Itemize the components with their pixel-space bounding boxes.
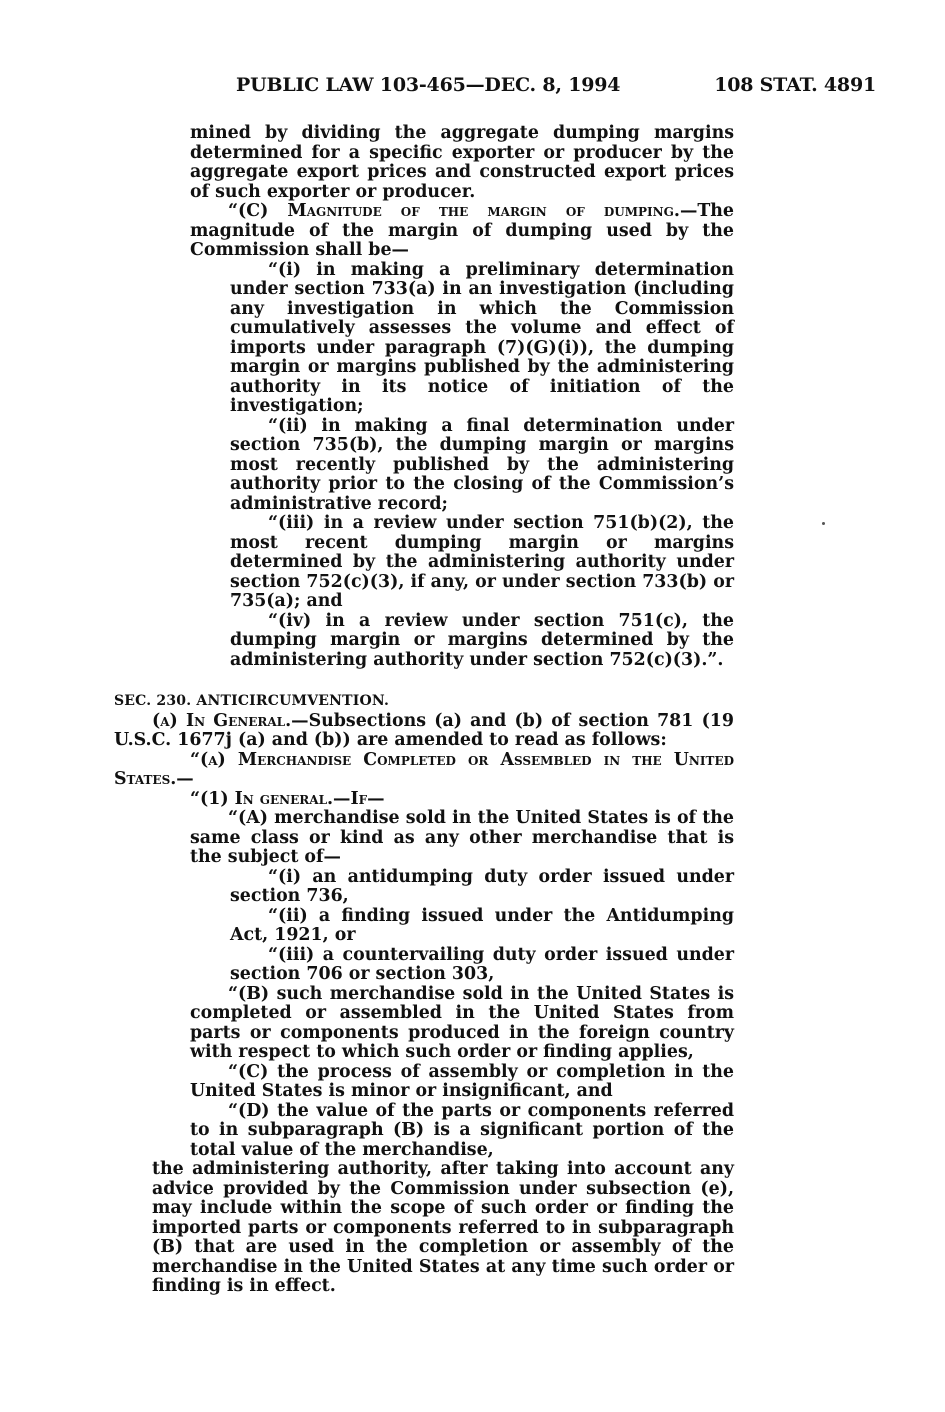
subparagraph-a: “(A) merchandise sold in the United States is of the same class or kind as any other merchandise that is the subject of— [190, 808, 734, 867]
paragraph-text: —The magnitude of the margin of dumping used by the Commission shall be— [190, 201, 734, 260]
subsection-a [114, 712, 734, 751]
paragraph-heading: “(C) Magnitude of the margin of dumping. [228, 201, 680, 221]
paragraph-continued: mined by dividing the aggregate dumping margins determined for a specific exporter or producer by the aggregate export prices and constructed export prices of such exporter or producer. [190, 123, 734, 202]
running-header [236, 74, 876, 102]
flush-language: the administering authority, after taking into account any advice provided by the Commission under subsection (e), may include within the scope of such order or finding the imported parts or components referred to in subparagraph (B) that are used in the completion or assembly of the merchandise in the United States at any time such order or finding is in effect. [152, 1159, 734, 1296]
amended-subsection-a: “(a) Merchandise Completed or Assembled in the United States.— [114, 749, 734, 789]
section-heading: SEC. 230. ANTICIRCUMVENTION. [114, 693, 390, 709]
subparagraph-b: “(B) such merchandise sold in the United States is completed or assembled in the United States from parts or components produced in the foreign country with respect to which such order or finding applies, [190, 983, 734, 1062]
clause-i: “(i) in making a preliminary determination under section 733(a) in an investigation (including any investigation in which the Commission cumulatively assesses the volume and effect of imports under paragraph (7)(G)(i)), the dumping margin or margins published by the administering authority in its notice of initiation of the investigation; [230, 259, 734, 416]
clause-iv: “(iv) in a review under section 751(c), the dumping margin or margins determined by the administering authority under section 752(c)(3).”. [230, 610, 734, 670]
paragraph-1: “(1) In general.—If— [190, 788, 385, 809]
clause-ii: “(ii) in making a final determination under section 735(b), the dumping margin or margins most recently published by the administering authority prior to the closing of the Commission’s administrative record; [230, 415, 734, 514]
speck-mark [822, 522, 825, 525]
subsection-heading: (a) In General. [152, 710, 292, 731]
header-stat-page: 108 STAT. 4891 [714, 74, 876, 96]
clause-a-i: “(i) an antidumping duty order issued under section 736, [230, 866, 734, 906]
clause-a-iii: “(iii) a countervailing duty order issued under section 706 or section 303, [230, 944, 734, 984]
clause-iii: “(iii) in a review under section 751(b)(2), the most recent dumping margin or margins determined by the administering authority under section 752(c)(3), if any, or under section 733(b) or 735(a); and [230, 513, 734, 611]
subparagraph-c: “(C) the process of assembly or completion in the United States is minor or insignificant, and [190, 1061, 734, 1101]
header-law-title: PUBLIC LAW 103-465—DEC. 8, 1994 [236, 74, 621, 96]
paragraph-magnitude [190, 202, 734, 261]
subsection-text: —Subsections (a) and (b) of section 781 (19 U.S.C. 1677j (a) and (b)) are amended to read as follows: [114, 710, 734, 750]
clause-a-ii: “(ii) a finding issued under the Antidumping Act, 1921, or [230, 905, 734, 945]
subparagraph-d: “(D) the value of the parts or components referred to in subparagraph (B) is a significant portion of the total value of the merchandise, [190, 1100, 734, 1160]
document-body [114, 123, 734, 1297]
